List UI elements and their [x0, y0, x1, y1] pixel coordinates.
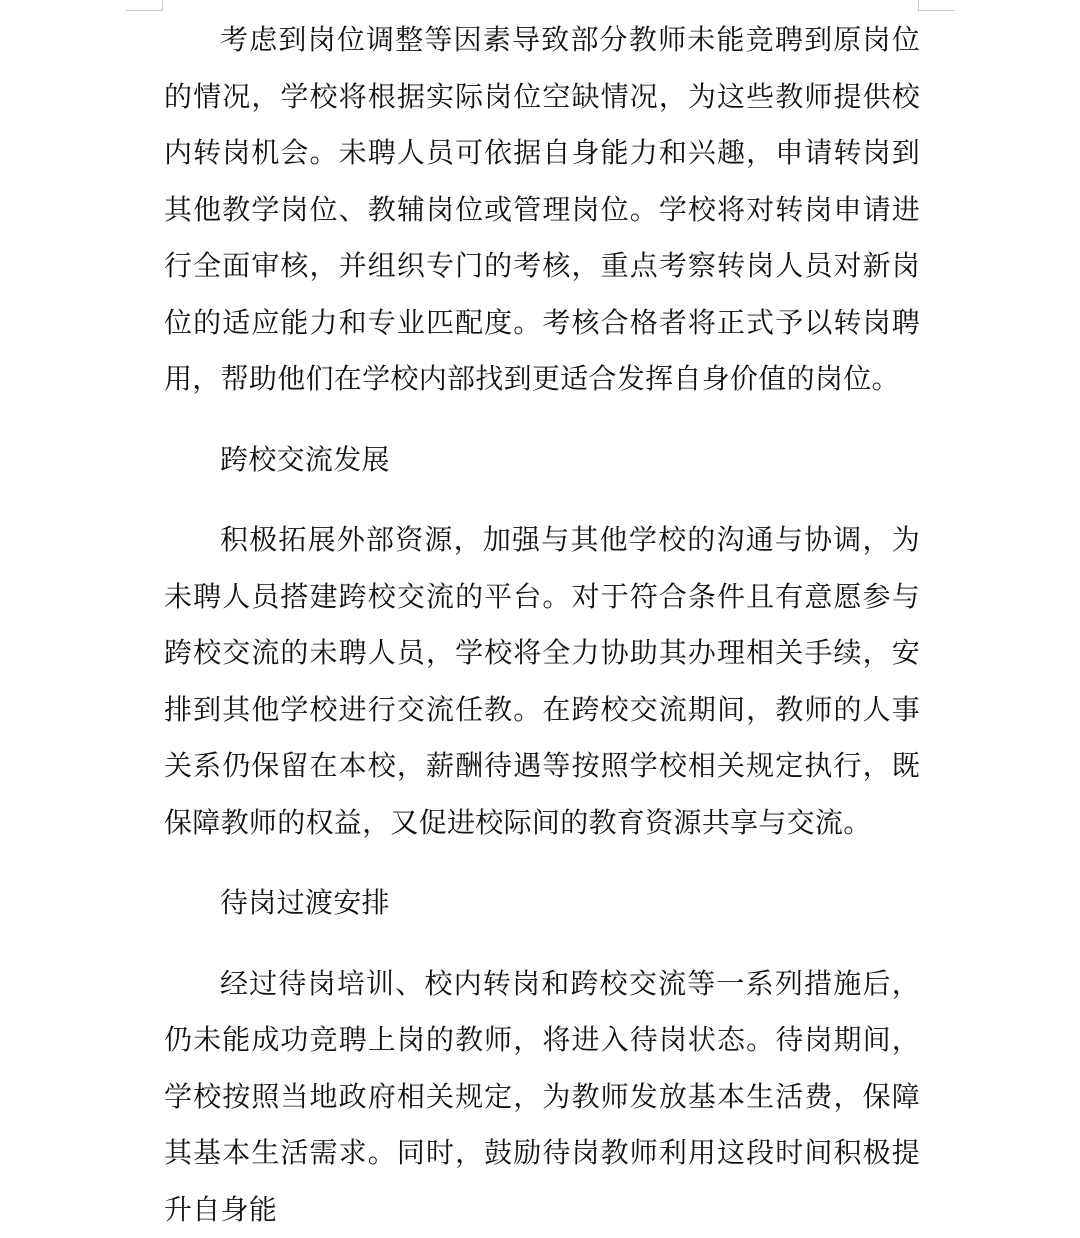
paragraph-internal-transfer: 考虑到岗位调整等因素导致部分教师未能竞聘到原岗位的情况，学校将根据实际岗位空缺情况，为这些教师提供校内转岗机会。未聘人员可依据自身能力和兴趣，申请转岗到其他教学岗位、教辅岗位或管理岗位。学校将对转岗申请进行全面审核，并组织专门的考核，重点考察转岗人员对新岗位的适应能力和专业匹配度。考核合格者将正式予以转岗聘用，帮助他们在学校内部找到更适合发挥自身价值的岗位。 — [164, 12, 920, 408]
paragraph-spacer — [164, 408, 920, 432]
page-corner-mark-right — [918, 0, 955, 11]
document-body — [164, 12, 920, 1238]
paragraph-spacer — [164, 932, 920, 956]
paragraph-standby: 经过待岗培训、校内转岗和跨校交流等一系列措施后，仍未能成功竞聘上岗的教师，将进入待岗状态。待岗期间，学校按照当地政府相关规定，为教师发放基本生活费，保障其基本生活需求。同时，鼓励待岗教师利用这段时间积极提升自身能 — [164, 956, 920, 1238]
section-heading-standby: 待岗过渡安排 — [164, 875, 920, 932]
page-corner-mark-left — [126, 0, 163, 11]
paragraph-spacer — [164, 488, 920, 512]
paragraph-spacer — [164, 851, 920, 875]
section-heading-cross-school: 跨校交流发展 — [164, 432, 920, 489]
paragraph-cross-school: 积极拓展外部资源，加强与其他学校的沟通与协调，为未聘人员搭建跨校交流的平台。对于符合条件且有意愿参与跨校交流的未聘人员，学校将全力协助其办理相关手续，安排到其他学校进行交流任教。在跨校交流期间，教师的人事关系仍保留在本校，薪酬待遇等按照学校相关规定执行，既保障教师的权益，又促进校际间的教育资源共享与交流。 — [164, 512, 920, 851]
